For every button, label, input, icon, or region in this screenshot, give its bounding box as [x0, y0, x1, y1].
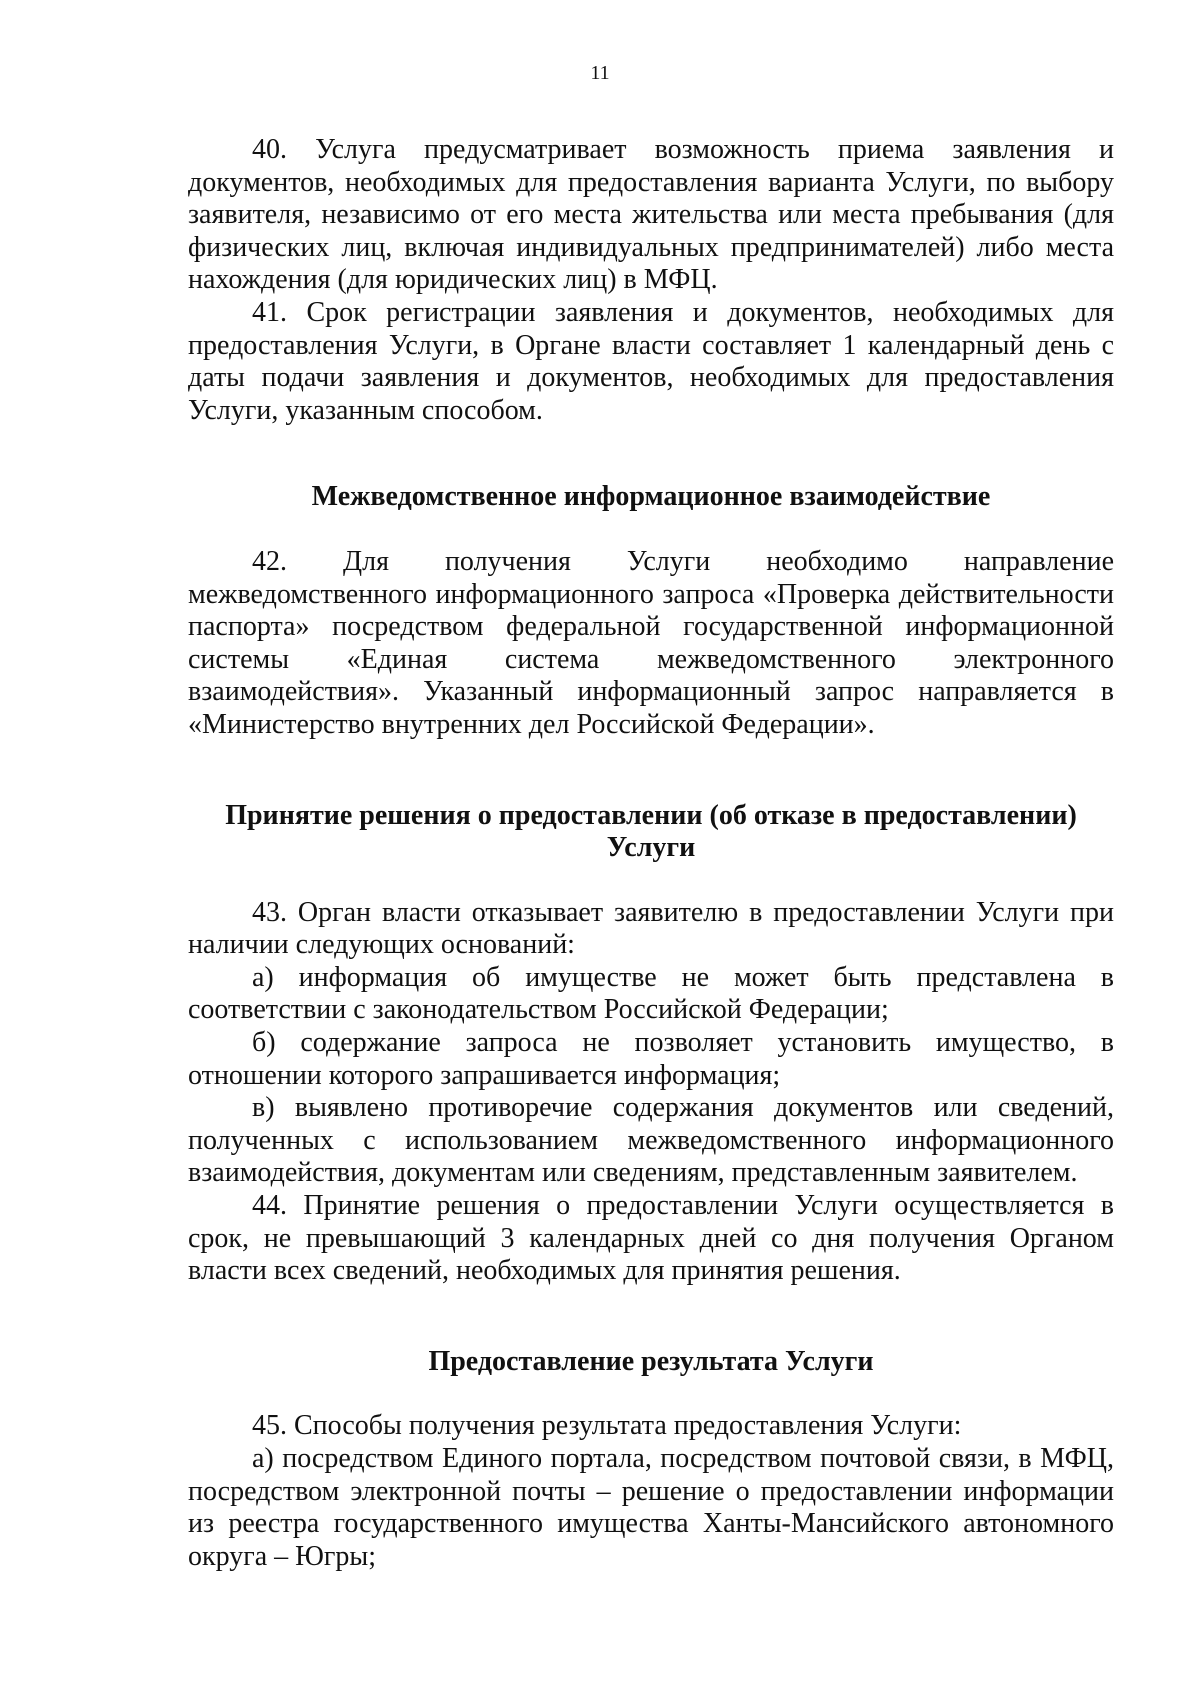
paragraph-43: 43. Орган власти отказывает заявителю в предоставлении Услуги при наличии следующих оснований: [188, 896, 1114, 961]
paragraph-43-a: а) информация об имуществе не может быть представлена в соответствии с законодательством Российской Федерации; [188, 961, 1114, 1026]
paragraph-43-b: б) содержание запроса не позволяет установить имущество, в отношении которого запрашивается информация; [188, 1027, 1114, 1091]
section-heading-result: Предоставление результата Услуги [428, 1345, 874, 1377]
section-heading-interagency: Межведомственное информационное взаимодействие [311, 481, 991, 513]
paragraph-45-a: а) посредством Единого портала, посредством почтовой связи, в МФЦ, посредством электронной почты – решение о предоставлении информации из реестра государственного имущества Ханты-Мансийского автономного округа – Югры; [188, 1443, 1114, 1572]
paragraph-44: 44. Принятие решения о предоставлении Услуги осуществляется в срок, не превышающий 3 календарных дней со дня получения Органом власти всех сведений, необходимых для принятия решения. [188, 1190, 1114, 1287]
paragraph-40: 40. Услуга предусматривает возможность приема заявления и документов, необходимых для предоставления варианта Услуги, по выбору заявителя, независимо от его места жительства или места пребывания (для физических лиц, включая индивидуальных предпринимателей) либо места нахождения (для юридических лиц) в МФЦ. [188, 134, 1114, 296]
document-body [188, 134, 1114, 1573]
paragraph-41: 41. Срок регистрации заявления и документов, необходимых для предоставления Услуги, в Органе власти составляет 1 календарный день с даты подачи заявления и документов, необходимых для предоставления Услуги, указанным способом. [188, 296, 1114, 426]
paragraph-45: 45. Способы получения результата предоставления Услуги: [252, 1410, 962, 1442]
paragraph-42: 42. Для получения Услуги необходимо направление межведомственного информационного запроса «Проверка действительности паспорта» посредством федеральной государственной информационной системы «Единая система межведомственного электронного взаимодействия». Указанный информационный запрос направляется в «Министерство внутренних дел Российской Федерации». [188, 545, 1114, 740]
section-heading-decision: Принятие решения о предоставлении (об отказе в предоставлении) Услуги [225, 799, 1077, 864]
page-number: 11 [590, 62, 610, 84]
paragraph-43-v: в) выявлено противоречие содержания документов или сведений, полученных с использованием межведомственного информационного взаимодействия, документам или сведениям, представленным заявителем. [188, 1092, 1114, 1189]
